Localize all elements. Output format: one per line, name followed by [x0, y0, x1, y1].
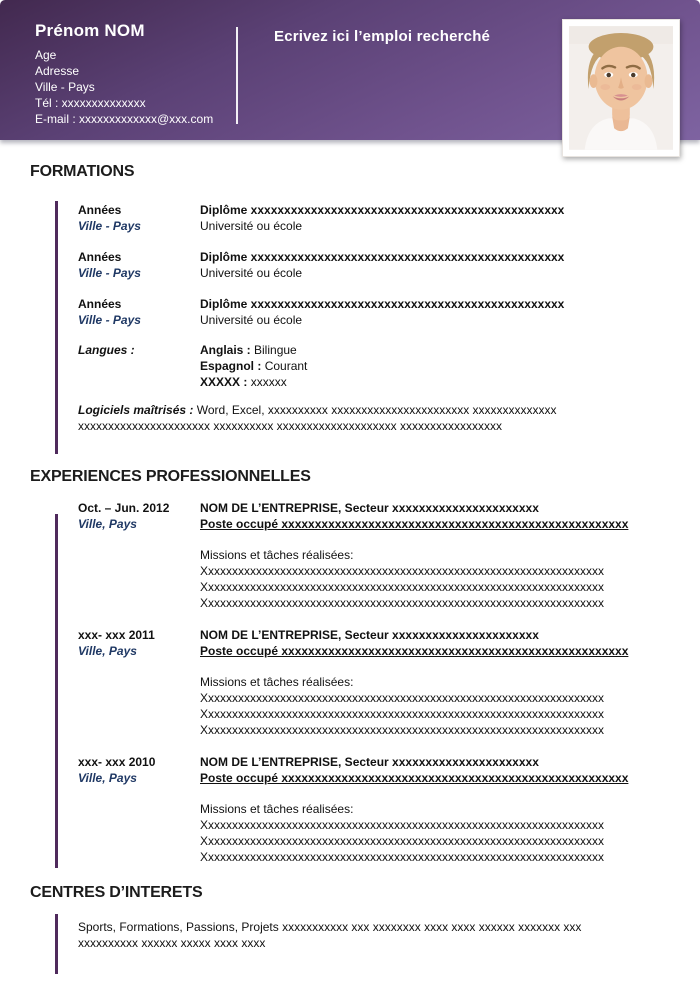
experience-location: Ville, Pays	[78, 517, 137, 531]
address-line: Adresse	[35, 64, 80, 78]
mission-line: Xxxxxxxxxxxxxxxxxxxxxxxxxxxxxxxxxxxxxxxxxxxxxxxxxxxxxxxxxxxxxxxxxxx	[200, 723, 605, 737]
city-line: Ville - Pays	[35, 80, 95, 94]
full-name: Prénom NOM	[35, 21, 145, 40]
language-item	[200, 374, 638, 390]
formation-entry	[78, 249, 638, 281]
age-line: Age	[35, 48, 57, 62]
formation-location: Ville - Pays	[78, 219, 141, 233]
experience-company: NOM DE L’ENTREPRISE, Secteur xxxxxxxxxxxxxxxxxxxxxx	[200, 501, 539, 515]
language-level: Bilingue	[254, 343, 297, 357]
missions-label: Missions et tâches réalisées:	[200, 675, 354, 689]
experience-entry	[78, 754, 638, 865]
section-title-formations: FORMATIONS	[30, 163, 135, 180]
experience-position: Poste occupé xxxxxxxxxxxxxxxxxxxxxxxxxxxxxxxxxxxxxxxxxxxxxxxxxxxx	[200, 644, 629, 658]
formation-period: Années	[78, 203, 122, 217]
language-item	[200, 358, 638, 374]
header-divider	[236, 27, 238, 124]
language-name: Anglais :	[200, 343, 251, 357]
formation-entry	[78, 202, 638, 234]
formation-school: Université ou école	[200, 266, 303, 280]
experiences-accent-line	[55, 514, 58, 868]
missions-label: Missions et tâches réalisées:	[200, 802, 354, 816]
experience-period: Oct. – Jun. 2012	[78, 501, 170, 515]
experience-position: Poste occupé xxxxxxxxxxxxxxxxxxxxxxxxxxxxxxxxxxxxxxxxxxxxxxxxxxxx	[200, 771, 629, 785]
experience-location: Ville, Pays	[78, 771, 137, 785]
experience-entry	[78, 627, 638, 738]
languages-label: Langues :	[78, 343, 135, 357]
missions-label: Missions et tâches réalisées:	[200, 548, 354, 562]
language-name: Espagnol :	[200, 359, 262, 373]
experience-company: NOM DE L’ENTREPRISE, Secteur xxxxxxxxxxxxxxxxxxxxxx	[200, 628, 539, 642]
formation-school: Université ou école	[200, 219, 303, 233]
mission-line: Xxxxxxxxxxxxxxxxxxxxxxxxxxxxxxxxxxxxxxxxxxxxxxxxxxxxxxxxxxxxxxxxxxx	[200, 580, 605, 594]
section-title-experiences: EXPERIENCES PROFESSIONNELLES	[30, 468, 311, 485]
contact-block	[35, 21, 213, 127]
mission-line: Xxxxxxxxxxxxxxxxxxxxxxxxxxxxxxxxxxxxxxxxxxxxxxxxxxxxxxxxxxxxxxxxxxx	[200, 596, 605, 610]
formation-location: Ville - Pays	[78, 313, 141, 327]
software-block	[78, 402, 624, 434]
software-label: Logiciels maîtrisés :	[78, 403, 194, 417]
formation-entry	[78, 296, 638, 328]
photo-frame	[562, 19, 680, 157]
formation-location: Ville - Pays	[78, 266, 141, 280]
formation-school: Université ou école	[200, 313, 303, 327]
job-title: Ecrivez ici l’emploi recherché	[274, 28, 491, 45]
formation-degree: Diplôme xxxxxxxxxxxxxxxxxxxxxxxxxxxxxxxxxxxxxxxxxxxxxxx	[200, 250, 565, 264]
formation-degree: Diplôme xxxxxxxxxxxxxxxxxxxxxxxxxxxxxxxxxxxxxxxxxxxxxxx	[200, 297, 565, 311]
phone-line: Tél : xxxxxxxxxxxxxx	[35, 96, 146, 110]
mission-line: Xxxxxxxxxxxxxxxxxxxxxxxxxxxxxxxxxxxxxxxxxxxxxxxxxxxxxxxxxxxxxxxxxxx	[200, 834, 605, 848]
language-name: XXXXX :	[200, 375, 248, 389]
experience-position: Poste occupé xxxxxxxxxxxxxxxxxxxxxxxxxxxxxxxxxxxxxxxxxxxxxxxxxxxx	[200, 517, 629, 531]
experience-entry	[78, 500, 638, 611]
formation-entries	[78, 202, 638, 343]
software-text: Word, Excel, xxxxxxxxxx xxxxxxxxxxxxxxxxxxxxxxx xxxxxxxxxxxxxx xxxxxxxxxxxxxxxxxxxxxx xxxxxxxxxx xxxxxxxxxxxxxxxxxxxx xxxxxxxxxxxxxxxxx	[78, 403, 557, 433]
languages-block	[78, 342, 638, 390]
portrait-photo-icon	[569, 26, 673, 150]
email-line: E-mail : xxxxxxxxxxxxx@xxx.com	[35, 112, 214, 126]
experience-location: Ville, Pays	[78, 644, 137, 658]
mission-line: Xxxxxxxxxxxxxxxxxxxxxxxxxxxxxxxxxxxxxxxxxxxxxxxxxxxxxxxxxxxxxxxxxxx	[200, 691, 605, 705]
experience-company: NOM DE L’ENTREPRISE, Secteur xxxxxxxxxxxxxxxxxxxxxx	[200, 755, 539, 769]
experience-period: xxx- xxx 2010	[78, 755, 156, 769]
mission-line: Xxxxxxxxxxxxxxxxxxxxxxxxxxxxxxxxxxxxxxxxxxxxxxxxxxxxxxxxxxxxxxxxxxx	[200, 564, 605, 578]
interests-accent-line	[55, 914, 58, 974]
section-title-interests: CENTRES D’INTERETS	[30, 884, 203, 901]
formation-period: Années	[78, 250, 122, 264]
language-level: xxxxxx	[250, 375, 287, 389]
experience-entries	[78, 500, 638, 881]
mission-line: Xxxxxxxxxxxxxxxxxxxxxxxxxxxxxxxxxxxxxxxxxxxxxxxxxxxxxxxxxxxxxxxxxxx	[200, 850, 605, 864]
language-item	[200, 342, 638, 358]
formations-accent-line	[55, 201, 58, 454]
mission-line: Xxxxxxxxxxxxxxxxxxxxxxxxxxxxxxxxxxxxxxxxxxxxxxxxxxxxxxxxxxxxxxxxxxx	[200, 707, 605, 721]
formation-degree: Diplôme xxxxxxxxxxxxxxxxxxxxxxxxxxxxxxxxxxxxxxxxxxxxxxx	[200, 203, 565, 217]
formation-period: Années	[78, 297, 122, 311]
experience-period: xxx- xxx 2011	[78, 628, 155, 642]
language-level: Courant	[264, 359, 308, 373]
mission-line: Xxxxxxxxxxxxxxxxxxxxxxxxxxxxxxxxxxxxxxxxxxxxxxxxxxxxxxxxxxxxxxxxxxx	[200, 818, 605, 832]
interests-text: Sports, Formations, Passions, Projets xxxxxxxxxxx xxx xxxxxxxx xxxx xxxx xxxxxx xxxxxxx xxx xxxxxxxxxx xxxxxx xxxxx xxxx xxxx	[78, 920, 582, 950]
